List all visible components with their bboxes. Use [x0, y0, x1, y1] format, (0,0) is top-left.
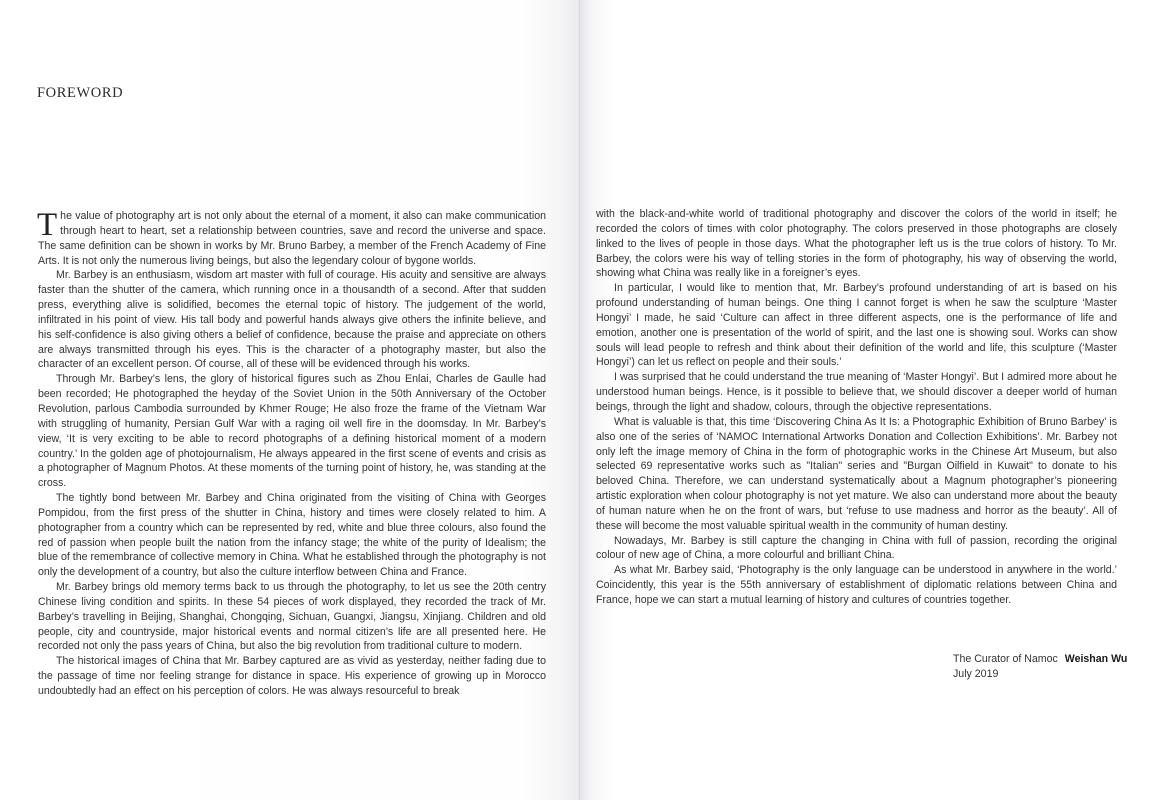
paragraph-9: What is valuable is that, this time ‘Discovering China As It Is: a Photographic Exhibition of Bruno Barbey’ is also one of the series of ‘NAMOC International Artworks Donation and Collection Exhibitions’. Mr. Barbey not only left the image memory of China in the form of photographic works in the Chinese Art Museum, but also selected 69 representative works such as "Italian" series and "Burgan Oilfield in Kuwait" to donate to his beloved China. Therefore, we can understand systematically about a Magnum photographer’s pioneering artistic exploration when colour photography is not yet mature. We also can understand more about the beauty of human nature when he on the front of wars, but ‘refuse to use madness and horror as the beauty’. All of these will become the most valuable spiritual wealth in the community of human destiny.	[596, 415, 1117, 532]
signature-date: July 2019	[953, 668, 999, 680]
paragraph-8: I was surprised that he could understand the true meaning of ‘Master Hongyi’. But I admired more about he understood human beings. Hence, is it possible to believe that, we should discover a deeper world of human beings, through the light and shadow, colours, through the objective representations.	[596, 371, 1117, 413]
signature-block	[953, 652, 1127, 682]
left-page-text-column	[38, 209, 546, 699]
paragraph-continuation: with the black-and-white world of traditional photography and discover the colors of the world in itself; he recorded the colors of times with color photography. The colors preserved in those photographs are closely linked to the lives of people in those days. What the photographer left us is the true colors of history. To Mr. Barbey, the colors were his way of telling stories in the form of photography, his way of observing the world, showing what China was really like in a foreigner’s eyes.	[596, 208, 1117, 280]
paragraph-3: Through Mr. Barbey’s lens, the glory of historical figures such as Zhou Enlai, Charles de Gaulle had been recorded; He photographed the heyday of the Soviet Union in the 50th Anniversary of the October Revolution, parlous Cambodia surrounded by Khmer Rouge; He also froze the frame of the Vietnam War with struggling of humanity, Persian Gulf War with a raging oil well fire in the doomsday. In Mr. Barbey’s view, ‘It is very exciting to be able to record photographs of a defining historical moment of a modern country.’ In the golden age of photojournalism, He always appeared in the first scene of events and crisis as a photographer of Magnum Photos. At these moments of the turning point of history, he, was standing at the cross.	[38, 373, 546, 490]
paragraph-7: In particular, I would like to mention that, Mr. Barbey’s profound understanding of art is based on his profound understanding of human beings. One thing I cannot forget is when he saw the sculpture ‘Master Hongyi’ I made, he said ‘Culture can affect in three different aspects, one is the performance of life and emotion, another one is presentation of the world of spirit, and the last one is showing soul. Works can show souls will lead people to refresh and think about their definition of the world and life, this sculpture (‘Master Hongyi’) can let us reflect on people and their souls.’	[596, 282, 1117, 369]
right-page	[580, 0, 1159, 800]
signature-name: Weishan Wu	[1064, 653, 1128, 665]
paragraph-5: Mr. Barbey brings old memory terms back to us through the photography, to let us see the 20th centry Chinese living condition and spirits. In these 54 pieces of work displayed, they recorded the track of Mr. Barbey’s travelling in Beijing, Shanghai, Chongqing, Sichuan, Guangxi, Jiangsu, Xinjiang. Children and old people, city and countryside, major historical events and normal citizen’s life are all presented here. He recorded not only the pass years of China, but also the big revolution from traditional culture to modern.	[38, 581, 546, 653]
signature-line	[953, 652, 1127, 667]
foreword-title: FOREWORD	[37, 85, 124, 101]
paragraph-1	[38, 209, 546, 268]
signature-role: The Curator of Namoc	[953, 653, 1058, 665]
paragraph-1-text: he value of photography art is not only about the eternal of a moment, it also can make communication through heart to heart, set a relationship between countries, save and record the universe and space. The same definition can be shown in works by Mr. Bruno Barbey, a member of the French Academy of Fine Arts. It is not only the numerous living beings, but also the legendary colour of bygone worlds.	[38, 210, 546, 267]
paragraph-11: As what Mr. Barbey said, ‘Photography is the only language can be understood in anywhere in the world.’ Coincidently, this year is the 55th anniversary of establishment of diplomatic relations between China and France, hope we can start a mutual learning of history and cultures of countries together.	[596, 564, 1117, 606]
paragraph-6: The historical images of China that Mr. Barbey captured are as vivid as yesterday, neither fading due to the passage of time nor feeling strange for distance in space. His experience of growing up in Morocco undoubtedly had an effect on his perception of colors. He was always resourceful to break	[38, 655, 546, 697]
drop-cap: T	[37, 207, 58, 243]
right-page-text-column	[596, 207, 1117, 608]
paragraph-4: The tightly bond between Mr. Barbey and China originated from the visiting of China with Georges Pompidou, from the first press of the shutter in China, history and times were closely related to him. A photographer from a country which can be represented by red, white and blue three colours, also found the red of passion when people built the nation from the infancy stage; the white of the purity of Idealism; the blue of the remembrance of collective memory in China. What he established through the photography is not only the development of a country, but also the culture interflow between China and France.	[38, 492, 546, 579]
paragraph-2: Mr. Barbey is an enthusiasm, wisdom art master with full of courage. His acuity and sensitive are always faster than the shutter of the camera, which running once in a thousandth of a second. After that sudden press, everything alive is solidified, becomes the eternal topic of history. The judgement of the world, infiltrated in his point of view. His tall body and powerful hands always give others the infinite believe, and his self-confidence is also giving others a belief of confidence, because the praise and appreciate on others are always transmitted through his eyes. This is the character of a photography master, but also the character of an excellent person. Of course, all of these will be evidenced through his works.	[38, 269, 546, 371]
paragraph-10: Nowadays, Mr. Barbey is still capture the changing in China with full of passion, recording the original colour of new age of China, a more colourful and brilliant China.	[596, 534, 1117, 562]
